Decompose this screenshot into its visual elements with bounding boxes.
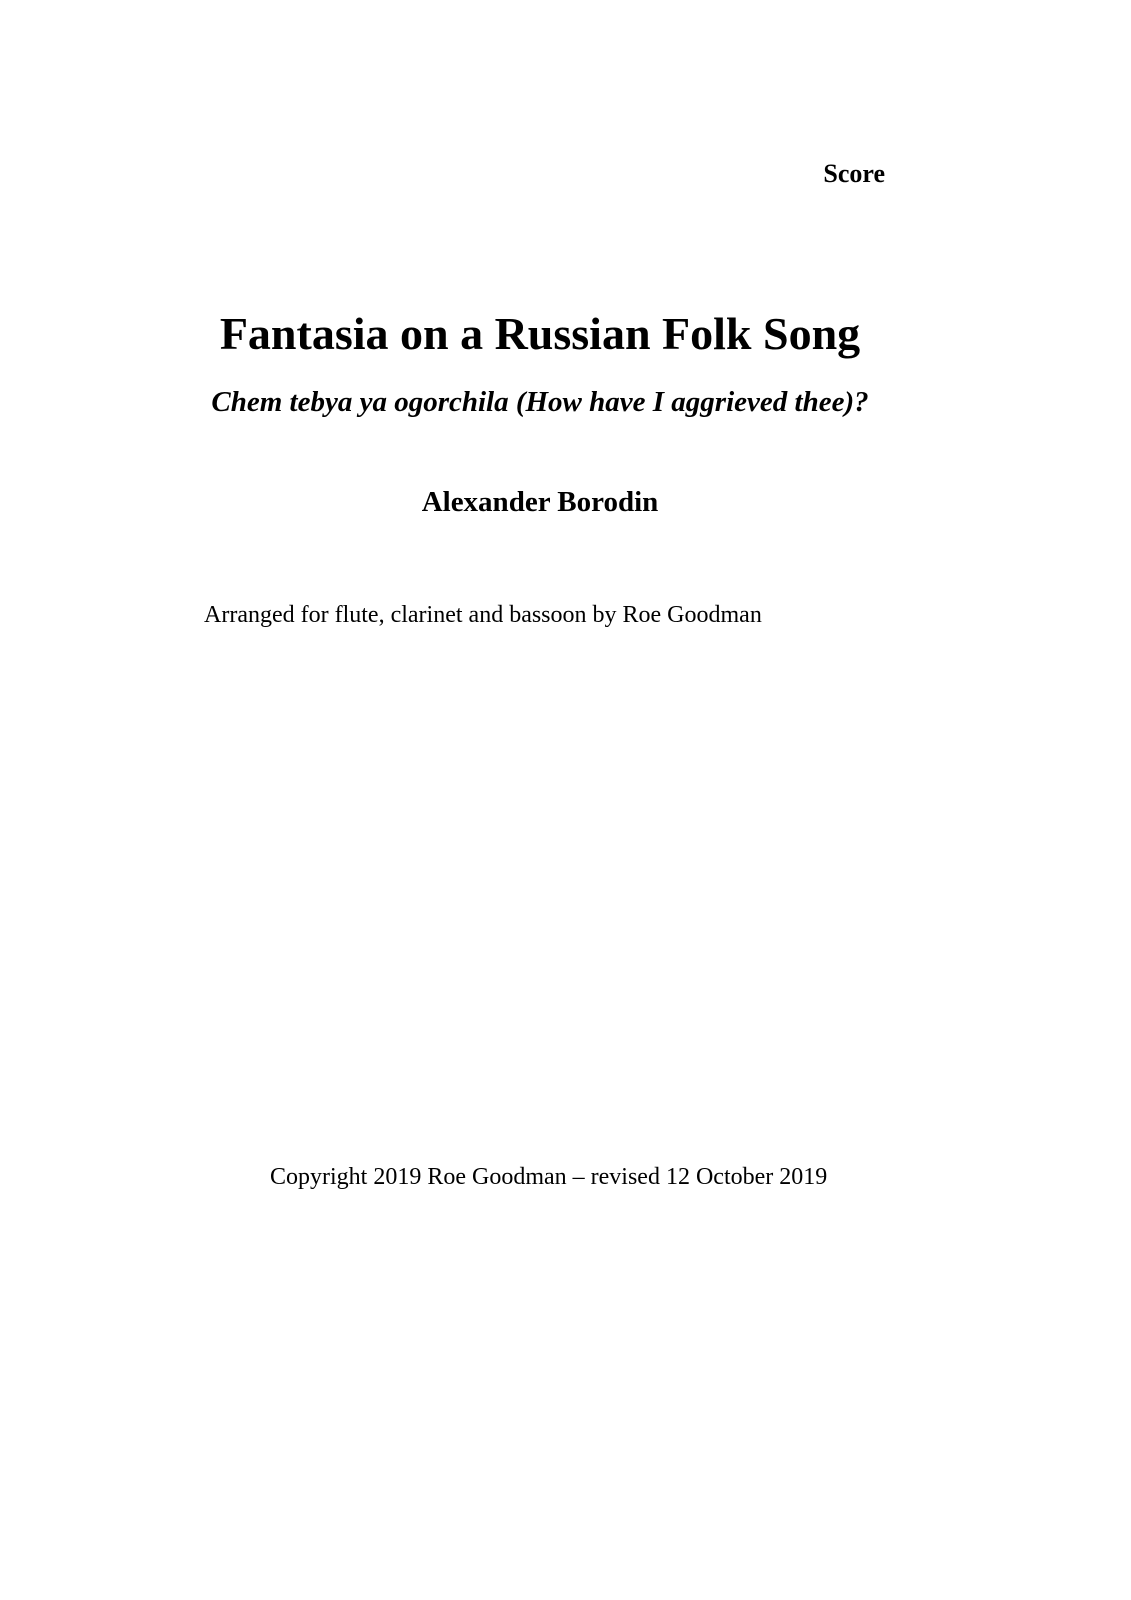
score-label: Score bbox=[823, 159, 885, 188]
copyright-notice: Copyright 2019 Roe Goodman – revised 12 October 2019 bbox=[270, 1164, 828, 1190]
composer-name: Alexander Borodin bbox=[421, 486, 659, 518]
piece-title: Fantasia on a Russian Folk Song bbox=[219, 308, 861, 359]
piece-subtitle: Chem tebya ya ogorchila (How have I aggrieved thee)? bbox=[211, 386, 869, 418]
arrangement-note: Arranged for flute, clarinet and bassoon by Roe Goodman bbox=[204, 602, 762, 628]
